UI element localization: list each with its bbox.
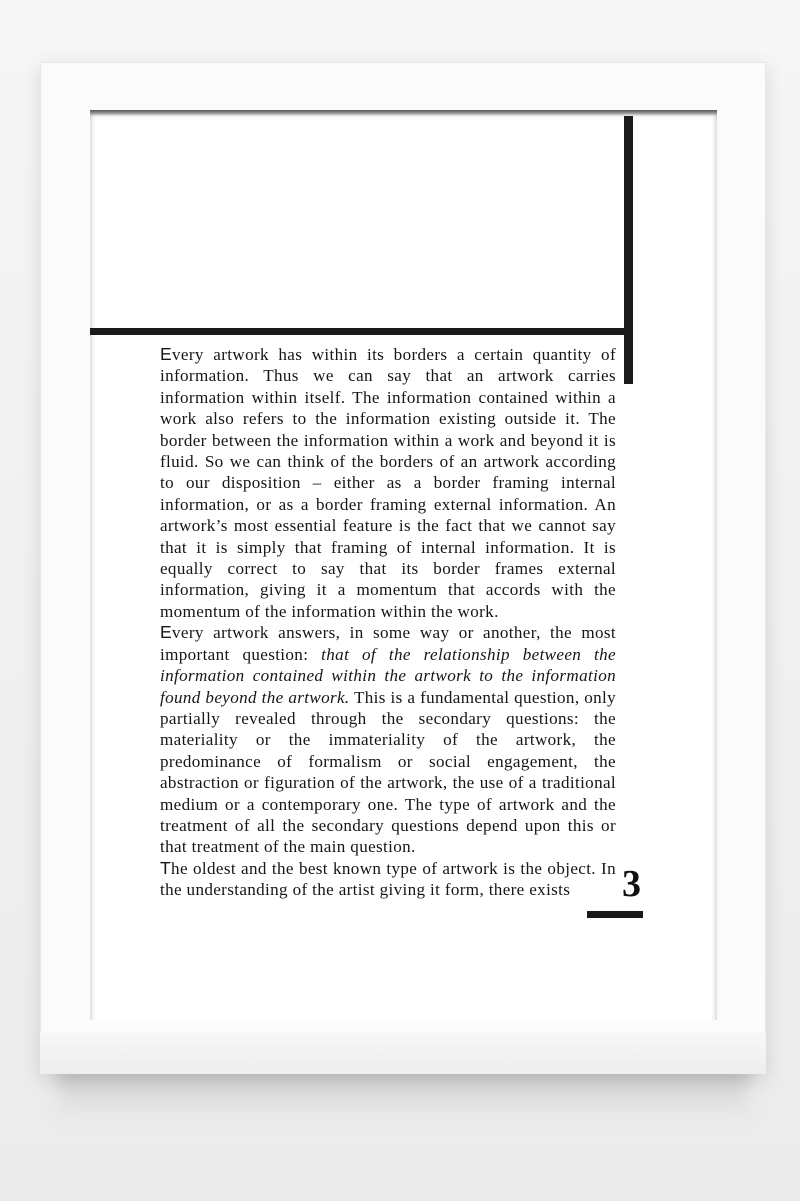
page-text [160, 344, 616, 901]
paragraph-2-body-start: very artwork answers, in some way or another, the most important question: [160, 623, 616, 664]
paragraph-1 [160, 344, 616, 622]
frame-inner-edge [90, 110, 717, 116]
paragraph-1-initial: E [160, 344, 173, 364]
paragraph-2-italic-question: that of the relationship between the information contained within the artwork to the information found beyond the artwork. [160, 644, 616, 707]
paragraph-3 [160, 858, 616, 901]
folio-bar [587, 911, 643, 918]
paragraph-3-body: he oldest and the best known type of artwork is the object. In the understanding of the artist giving it form, there exists [160, 858, 616, 900]
vertical-rule [624, 116, 633, 384]
paragraph-2-body-end: This is a fundamental question, only partially revealed through the secondary questions: the materiality or the immateriality of the artwork, the predominance of formalism or social engagement, the abstraction or figuration of the artwork, the use of a traditional medium or a contemporary one. The type of artwork and the treatment of all the secondary questions depend upon this or that treatment of the main question. [160, 687, 616, 857]
frame-bottom-edge [40, 1032, 766, 1074]
page-number: 3 [622, 863, 641, 905]
horizontal-rule [90, 328, 633, 335]
paragraph-2-initial: E [160, 622, 173, 643]
paragraph-1-body: very artwork has within its borders a certain quantity of information. Thus we can say that an artwork carries information within itself. The information contained within a work also refers to the information existing outside it. The border between the information within a work and beyond it is fluid. So we can think of the borders of an artwork according to our disposition – either as a border framing internal information, or as a border framing external information. An artwork’s most essential feature is the fact that we cannot say that it is simply that framing of internal information. It is equally correct to say that its border frames external information, giving it a momentum that accords with the momentum of the information within the work. [160, 345, 616, 621]
paragraph-2 [160, 622, 616, 857]
paragraph-3-initial: T [160, 857, 172, 878]
